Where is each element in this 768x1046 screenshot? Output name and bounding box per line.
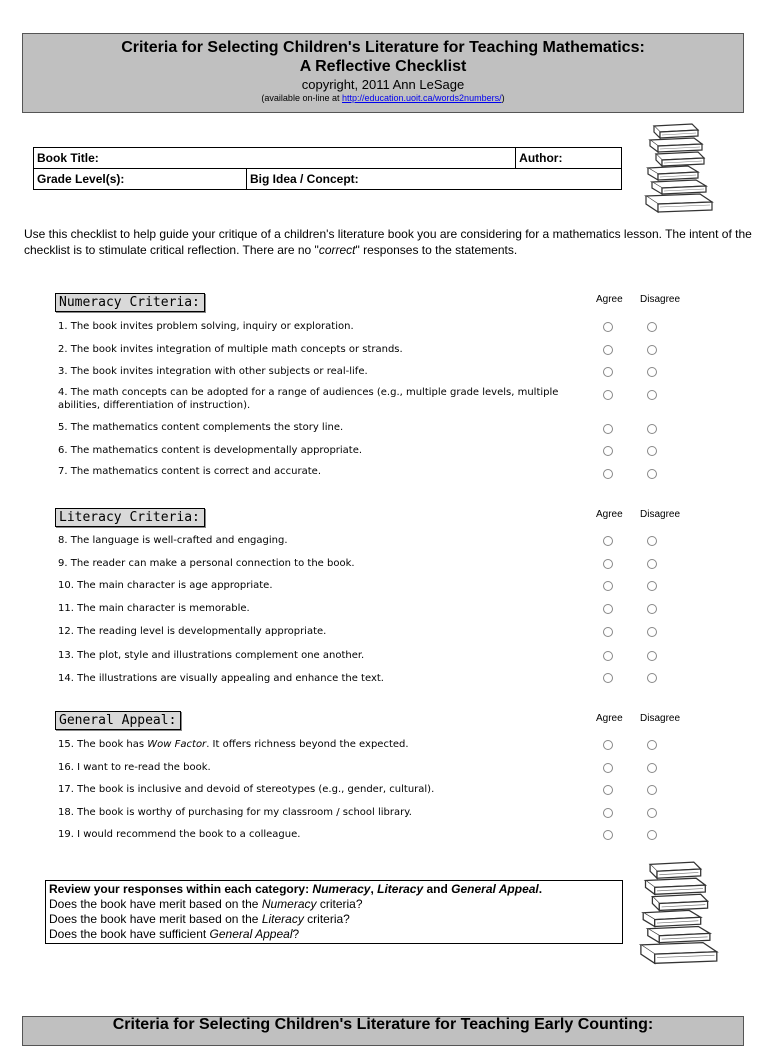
agree-radio[interactable] — [603, 581, 613, 591]
book-stack-icon — [640, 122, 720, 218]
agree-radio[interactable] — [603, 627, 613, 637]
review-question: Does the book have merit based on the Numeracy criteria? — [49, 897, 363, 911]
criteria-item: 7. The mathematics content is correct and accurate. — [58, 466, 322, 477]
disagree-radio[interactable] — [647, 446, 657, 456]
agree-radio[interactable] — [603, 604, 613, 614]
criteria-item: 13. The plot, style and illustrations complement one another. — [58, 650, 365, 661]
agree-column-label: Agree — [596, 713, 623, 724]
disagree-column-label: Disagree — [640, 713, 681, 724]
agree-radio[interactable] — [603, 536, 613, 546]
criteria-item: 2. The book invites integration of multiple math concepts or strands. — [58, 344, 403, 355]
agree-radio[interactable] — [603, 763, 613, 773]
agree-radio[interactable] — [603, 367, 613, 377]
disagree-radio[interactable] — [647, 536, 657, 546]
book-stack-icon — [634, 856, 726, 974]
review-question: Does the book have merit based on the Literacy criteria? — [49, 912, 350, 926]
criteria-item: 18. The book is worthy of purchasing for my classroom / school library. — [58, 807, 412, 818]
disagree-radio[interactable] — [647, 808, 657, 818]
page-title: Criteria for Selecting Children's Literature for Teaching Mathematics: — [121, 39, 645, 56]
numeracy-header: Numeracy Criteria: — [55, 293, 205, 312]
availability-note: (available on-line at http://education.uoit.ca/words2numbers/) — [261, 93, 505, 103]
agree-radio[interactable] — [603, 785, 613, 795]
agree-radio[interactable] — [603, 830, 613, 840]
agree-radio[interactable] — [603, 424, 613, 434]
disagree-radio[interactable] — [647, 785, 657, 795]
criteria-item: 6. The mathematics content is developmentally appropriate. — [58, 445, 363, 456]
intro-paragraph: Use this checklist to help guide your critique of a children's literature book you are considering for a mathematics lesson. The intent of the checklist is to stimulate critical reflection. There are no "correct" responses to the statements. — [24, 227, 752, 257]
page-subtitle: A Reflective Checklist — [299, 58, 467, 75]
disagree-radio[interactable] — [647, 390, 657, 400]
disagree-radio[interactable] — [647, 367, 657, 377]
criteria-item: 14. The illustrations are visually appealing and enhance the text. — [58, 673, 384, 684]
criteria-item: 17. The book is inclusive and devoid of stereotypes (e.g., gender, cultural). — [58, 784, 435, 795]
next-page-title: Criteria for Selecting Children's Literature for Teaching Early Counting: — [112, 1016, 654, 1033]
website-link[interactable]: http://education.uoit.ca/words2numbers/ — [341, 93, 502, 103]
book-title-field[interactable]: Book Title: — [34, 148, 516, 169]
review-heading: Review your responses within each category: Numeracy, Literacy and General Appeal. — [49, 882, 543, 896]
agree-radio[interactable] — [603, 322, 613, 332]
disagree-radio[interactable] — [647, 469, 657, 479]
criteria-item: 4. The math concepts can be adopted for a range of audiences (e.g., multiple grade levels, multiple abilities, differentiation of instruction). — [58, 387, 559, 411]
grade-level-field[interactable]: Grade Level(s): — [34, 169, 247, 190]
agree-radio[interactable] — [603, 345, 613, 355]
agree-column-label: Agree — [596, 509, 623, 520]
disagree-column-label: Disagree — [640, 294, 681, 305]
author-field[interactable]: Author: — [516, 148, 622, 169]
criteria-item: 19. I would recommend the book to a colleague. — [58, 829, 301, 840]
disagree-radio[interactable] — [647, 559, 657, 569]
criteria-item: 16. I want to re-read the book. — [58, 762, 211, 773]
copyright-text: copyright, 2011 Ann LeSage — [301, 77, 465, 92]
disagree-radio[interactable] — [647, 627, 657, 637]
next-page-banner — [22, 1016, 744, 1046]
agree-radio[interactable] — [603, 673, 613, 683]
title-banner — [22, 33, 744, 113]
literacy-header: Literacy Criteria: — [55, 508, 205, 527]
agree-radio[interactable] — [603, 651, 613, 661]
agree-radio[interactable] — [603, 390, 613, 400]
disagree-radio[interactable] — [647, 673, 657, 683]
agree-radio[interactable] — [603, 808, 613, 818]
agree-radio[interactable] — [603, 559, 613, 569]
book-info-table — [33, 147, 622, 190]
criteria-item: 1. The book invites problem solving, inquiry or exploration. — [58, 321, 354, 332]
disagree-radio[interactable] — [647, 424, 657, 434]
general-appeal-header: General Appeal: — [55, 711, 181, 730]
agree-radio[interactable] — [603, 740, 613, 750]
criteria-item: 11. The main character is memorable. — [58, 603, 250, 614]
disagree-radio[interactable] — [647, 651, 657, 661]
criteria-item: 9. The reader can make a personal connection to the book. — [58, 558, 355, 569]
review-box — [45, 880, 623, 944]
agree-radio[interactable] — [603, 446, 613, 456]
disagree-radio[interactable] — [647, 830, 657, 840]
criteria-item: 8. The language is well-crafted and engaging. — [58, 535, 288, 546]
big-idea-field[interactable]: Big Idea / Concept: — [247, 169, 622, 190]
agree-radio[interactable] — [603, 469, 613, 479]
review-question: Does the book have sufficient General Appeal? — [49, 927, 300, 941]
criteria-item: 12. The reading level is developmentally appropriate. — [58, 626, 327, 637]
disagree-radio[interactable] — [647, 345, 657, 355]
disagree-column-label: Disagree — [640, 509, 681, 520]
disagree-radio[interactable] — [647, 740, 657, 750]
disagree-radio[interactable] — [647, 763, 657, 773]
criteria-item: 15. The book has Wow Factor. It offers richness beyond the expected. — [58, 739, 409, 750]
disagree-radio[interactable] — [647, 604, 657, 614]
criteria-item: 10. The main character is age appropriate. — [58, 580, 273, 591]
criteria-item: 5. The mathematics content complements the story line. — [58, 422, 344, 433]
criteria-item: 3. The book invites integration with other subjects or real-life. — [58, 366, 368, 377]
disagree-radio[interactable] — [647, 581, 657, 591]
agree-column-label: Agree — [596, 294, 623, 305]
disagree-radio[interactable] — [647, 322, 657, 332]
